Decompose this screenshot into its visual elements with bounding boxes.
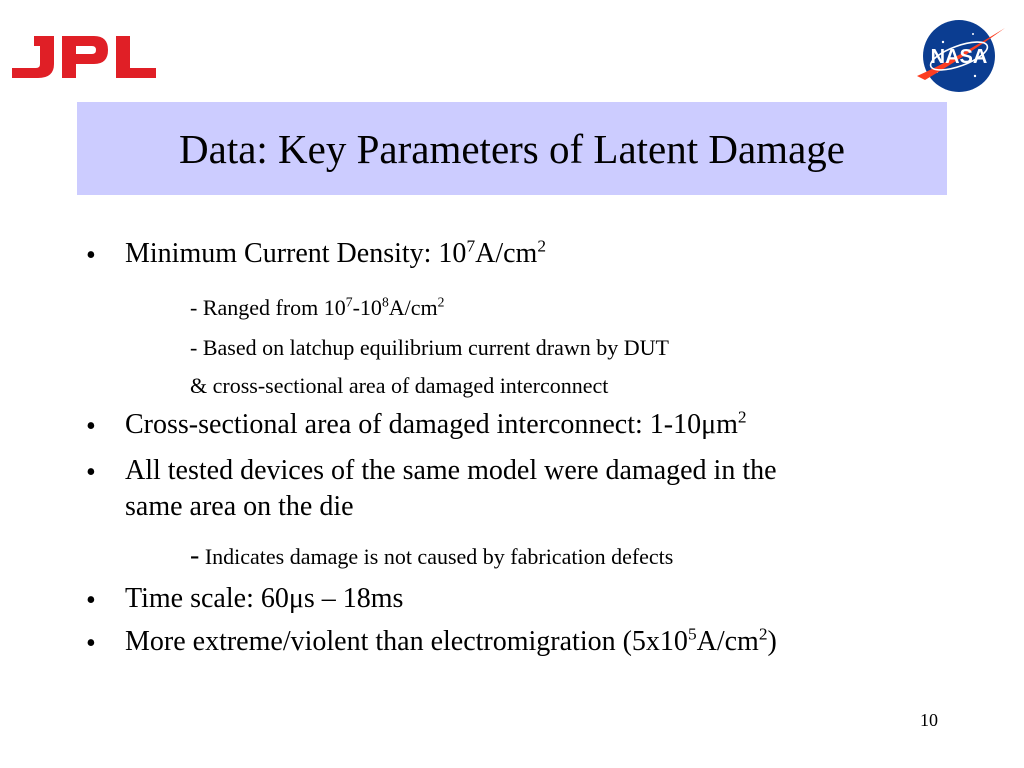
sub-bullet-latchup: - Based on latchup equilibrium current drawn by DUT <box>190 335 669 360</box>
sub-bullet-range: - Ranged from $10^7-10^8A/cm^2$ <box>190 294 445 320</box>
bullet-time-scale: Time scale: 60μs – 18ms <box>125 583 404 614</box>
bullet-marker: • <box>86 457 96 488</box>
bullet-marker: • <box>86 585 96 616</box>
bullet-tested-devices-line2: same area on the die <box>125 491 354 522</box>
nasa-logo-text: NASA <box>930 46 988 68</box>
bullet-cross-sectional-area: Cross-sectional area of damaged interconnect: $1-10\mu m^2$ <box>125 407 747 440</box>
bullet-min-current-density: Minimum Current Density: $10^7A/cm^2$ <box>125 236 547 269</box>
bullet-marker: • <box>86 411 96 442</box>
sub-bullet-cross-section: & cross-sectional area of damaged interconnect <box>190 373 609 398</box>
bullet-tested-devices-line1: All tested devices of the same model were damaged in the <box>125 455 777 486</box>
bullet-marker: • <box>86 628 96 659</box>
bullet-marker: • <box>86 240 96 271</box>
bullet-electromigration: More extreme/violent than electromigration $(5x10^5A/cm^2)$ <box>125 624 777 657</box>
sub-bullet-fabrication: - Indicates damage is not caused by fabrication defects <box>190 540 674 571</box>
page-number: 10 <box>920 710 938 730</box>
slide-title: Data: Key Parameters of Latent Damage <box>179 125 845 172</box>
